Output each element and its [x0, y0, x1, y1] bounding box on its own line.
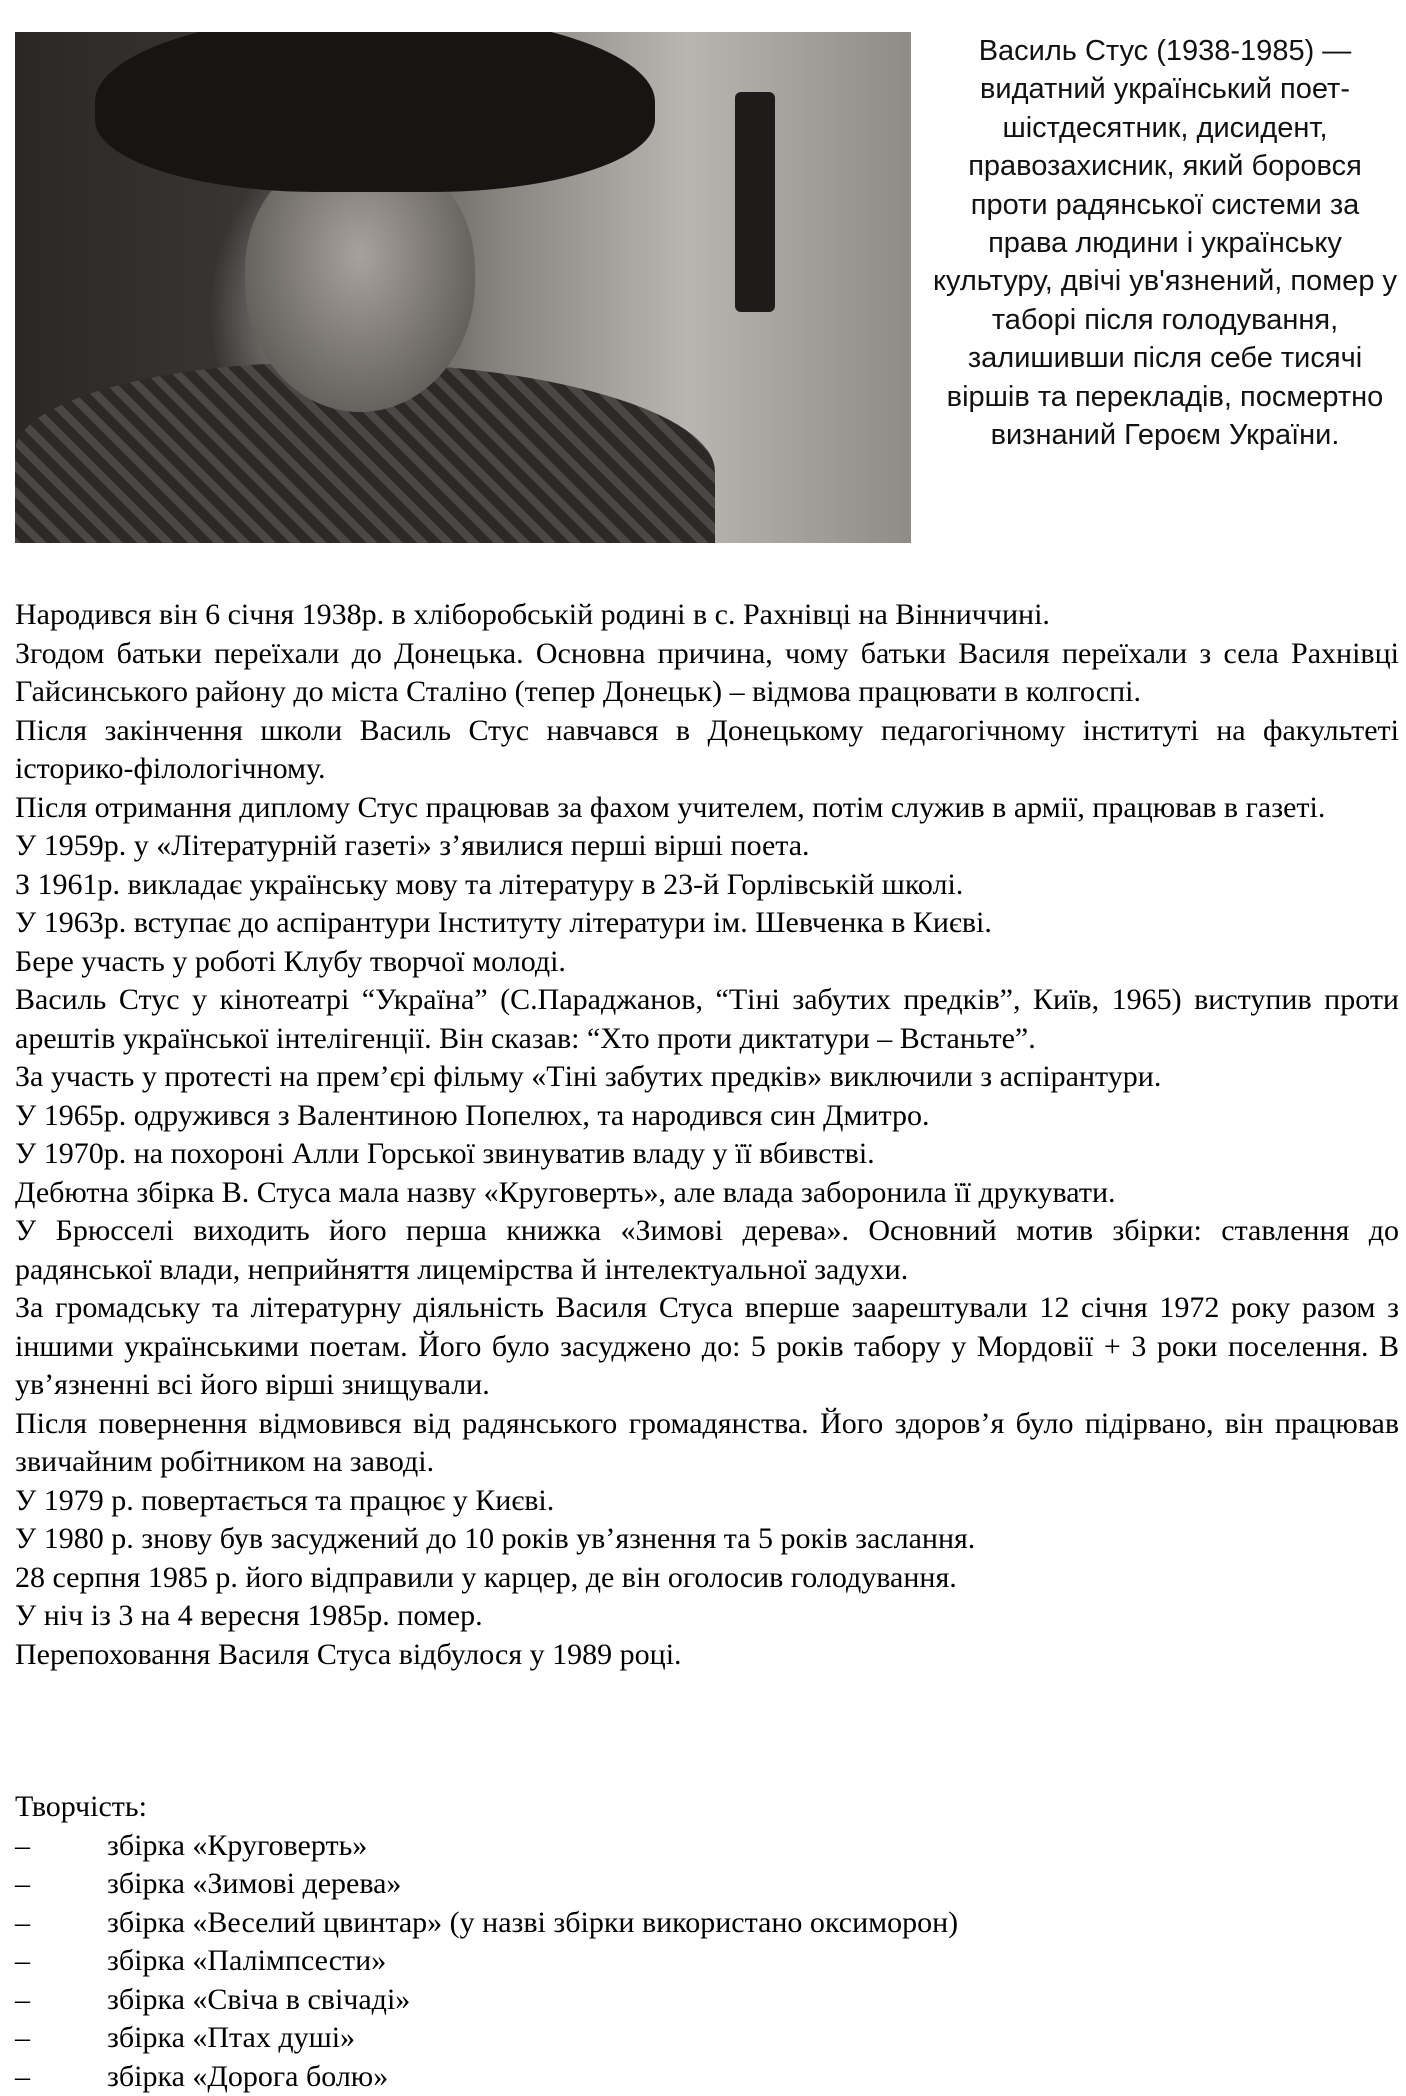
photo-background-door — [735, 92, 775, 312]
list-item-text: збірка «Палімпсести» — [107, 1942, 386, 1981]
dash-bullet: – — [15, 1827, 107, 1866]
list-item — [15, 2019, 1399, 2058]
dash-bullet: – — [15, 1942, 107, 1981]
paragraph: У Брюсселі виходить його перша книжка «Зимові дерева». Основний мотив збірки: ставлення до радянської влади, неприйняття лицемірства й інтелектуальної задухи. — [15, 1212, 1399, 1289]
works-list — [15, 1788, 1399, 2096]
list-item-text: збірка «Свіча в свічаді» — [107, 1981, 410, 2020]
paragraph: Народився він 6 січня 1938р. в хліборобській родині в с. Рахнівці на Вінниччині. — [15, 596, 1399, 635]
list-item — [15, 1981, 1399, 2020]
list-item — [15, 2058, 1399, 2096]
paragraph: Після повернення відмовився від радянського громадянства. Його здоров’я було підірвано, він працював звичайним робітником на заводі. — [15, 1405, 1399, 1482]
paragraph: У 1970р. на похороні Алли Горської звинуватив владу у її вбивстві. — [15, 1135, 1399, 1174]
portrait-caption: Василь Стус (1938-1985) — видатний український поет-шістдесятник, дисидент, правозахисник, який боровся проти радянської системи за права людини і українську культуру, двічі ув'язнений, помер у таборі після голодування, залишивши після себе тисячі віршів та перекладів, посмертно визнаний Героєм України. — [930, 32, 1400, 454]
paragraph: З 1961р. викладає українську мову та літературу в 23-й Горлівській школі. — [15, 866, 1399, 905]
paragraph: Василь Стус у кінотеатрі “Україна” (С.Параджанов, “Тіні забутих предків”, Київ, 1965) виступив проти арештів української інтелігенції. Він сказав: “Хто проти диктатури – Встаньте”. — [15, 981, 1399, 1058]
paragraph: 28 серпня 1985 р. його відправили у карцер, де він оголосив голодування. — [15, 1559, 1399, 1598]
dash-bullet: – — [15, 2019, 107, 2058]
dash-bullet: – — [15, 1981, 107, 2020]
paragraph: У 1965р. одружився з Валентиною Попелюх, та народився син Дмитро. — [15, 1097, 1399, 1136]
works-title: Творчість: — [15, 1788, 1399, 1827]
dash-bullet: – — [15, 2058, 107, 2096]
paragraph: Після отримання диплому Стус працював за фахом учителем, потім служив в армії, працював в газеті. — [15, 789, 1399, 828]
dash-bullet: – — [15, 1904, 107, 1943]
paragraph: У 1980 р. знову був засуджений до 10 років ув’язнення та 5 років заслання. — [15, 1520, 1399, 1559]
paragraph: За громадську та літературну діяльність Василя Стуса вперше заарештували 12 січня 1972 року разом з іншими українськими поетам. Його було засуджено до: 5 років табору у Мордовії + 3 роки поселення. В ув’язненні всі його вірші знищували. — [15, 1289, 1399, 1405]
list-item — [15, 1827, 1399, 1866]
list-item-text: збірка «Веселий цвинтар» (у назві збірки використано оксиморон) — [107, 1904, 958, 1943]
list-item-text: збірка «Дорога болю» — [107, 2058, 388, 2096]
dash-bullet: – — [15, 1865, 107, 1904]
paragraph: У 1979 р. повертається та працює у Києві. — [15, 1482, 1399, 1521]
list-item-text: збірка «Зимові дерева» — [107, 1865, 401, 1904]
list-item — [15, 1942, 1399, 1981]
paragraph: Після закінчення школи Василь Стус навчався в Донецькому педагогічному інституті на факультеті історико-філологічному. — [15, 712, 1399, 789]
paragraph: Згодом батьки переїхали до Донецька. Основна причина, чому батьки Василя переїхали з села Рахнівці Гайсинського району до міста Сталіно (тепер Донецьк) – відмова працювати в колгоспі. — [15, 635, 1399, 712]
paragraph: У 1959р. у «Літературній газеті» з’явилися перші вірші поета. — [15, 827, 1399, 866]
biography-text — [15, 596, 1399, 1674]
paragraph: У ніч із 3 на 4 вересня 1985р. помер. — [15, 1597, 1399, 1636]
paragraph: Дебютна збірка В. Стуса мала назву «Круговерть», але влада заборонила її друкувати. — [15, 1174, 1399, 1213]
list-item — [15, 1904, 1399, 1943]
photo-hat — [95, 32, 655, 192]
paragraph: За участь у протесті на прем’єрі фільму «Тіні забутих предків» виключили з аспірантури. — [15, 1058, 1399, 1097]
list-item-text: збірка «Птах душі» — [107, 2019, 355, 2058]
paragraph: У 1963р. вступає до аспірантури Інституту літератури ім. Шевченка в Києві. — [15, 904, 1399, 943]
list-item — [15, 1865, 1399, 1904]
list-item-text: збірка «Круговерть» — [107, 1827, 367, 1866]
paragraph: Бере участь у роботі Клубу творчої молоді. — [15, 943, 1399, 982]
portrait-photo — [15, 32, 911, 543]
paragraph: Перепоховання Василя Стуса відбулося у 1989 році. — [15, 1636, 1399, 1675]
